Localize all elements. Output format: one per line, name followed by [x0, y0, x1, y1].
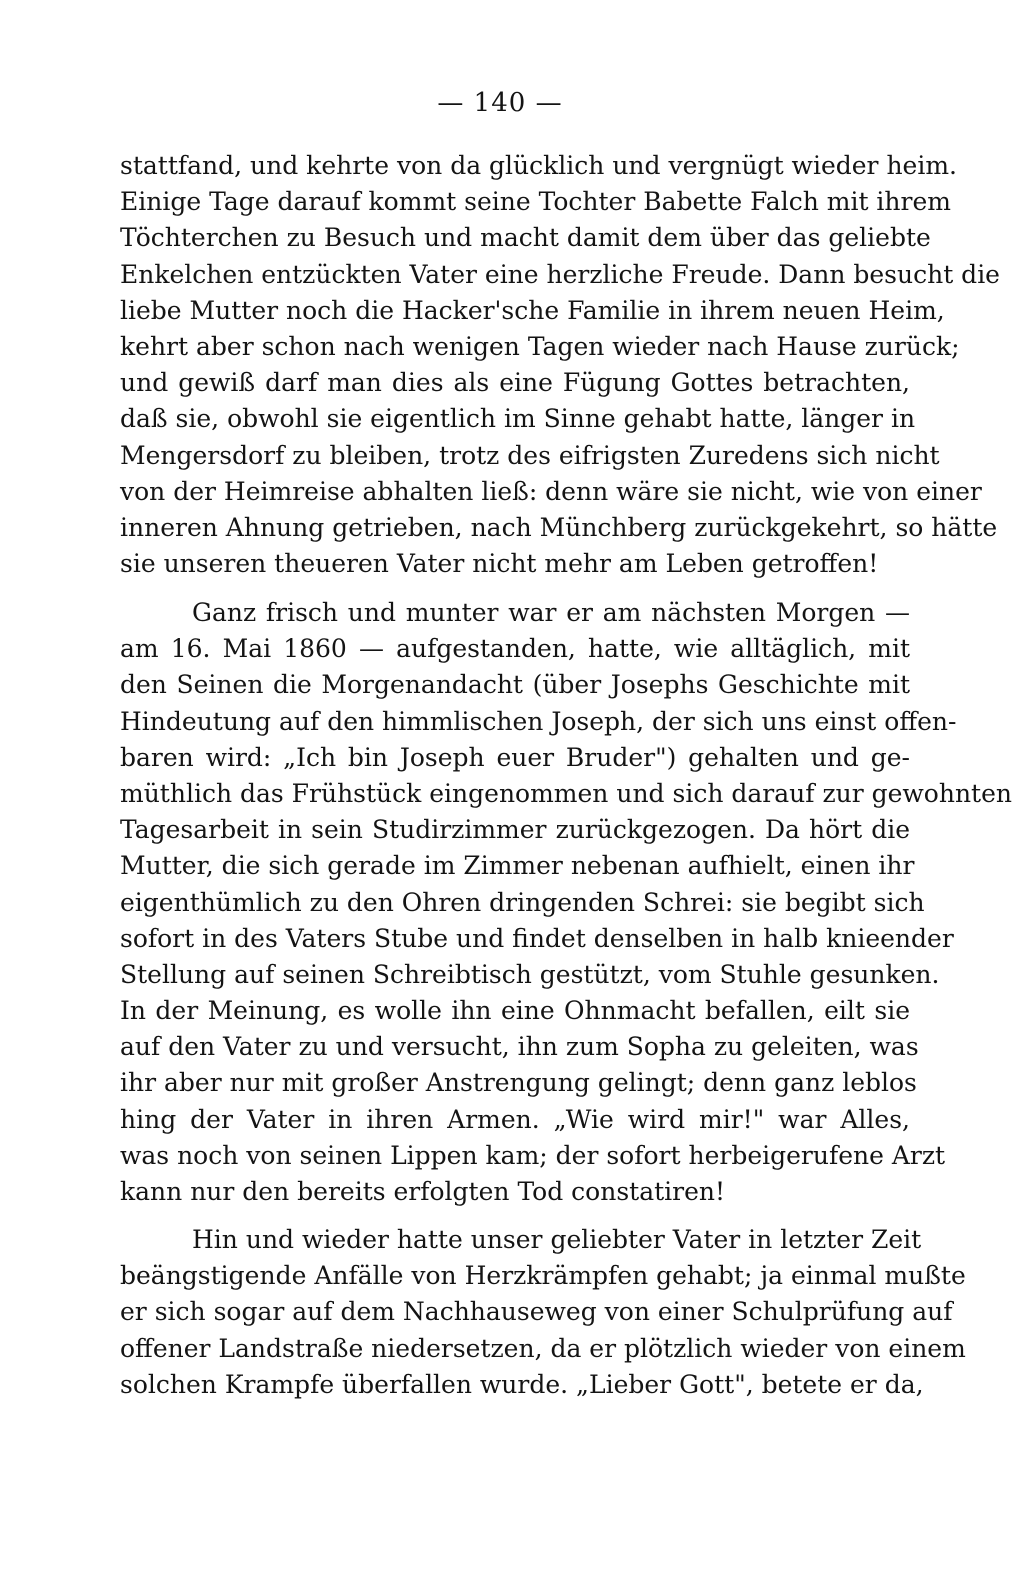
text-line: Stellung auf seinen Schreibtisch gestützt, vom Stuhle gesunken. [120, 959, 940, 989]
text-line: Mengersdorf zu bleiben, trotz des eifrigsten Zuredens sich nicht [120, 440, 940, 470]
text-line: beängstigende Anfälle von Herzkrämpfen gehabt; ja einmal mußte [120, 1261, 966, 1291]
paragraph-1 [120, 148, 1000, 582]
text-line: baren wird: „Ich bin Joseph euer Bruder") gehalten und ge- [120, 742, 910, 772]
text-line: inneren Ahnung getrieben, nach Münchberg zurückgekehrt, so hätte [120, 512, 998, 542]
text-line: sie unseren theueren Vater nicht mehr am Leben getroffen! [120, 549, 879, 579]
text-line: sofort in des Vaters Stube und findet denselben in halb knieender [120, 923, 954, 953]
text-line: kann nur den bereits erfolgten Tod constatiren! [120, 1177, 726, 1206]
text-line: In der Meinung, es wolle ihn eine Ohnmacht befallen, eilt sie [120, 996, 910, 1026]
text-line: auf den Vater zu und versucht, ihn zum Sopha zu geleiten, was [120, 1032, 919, 1062]
text-line: müthlich das Frühstück eingenommen und sich darauf zur gewohnten [120, 778, 1012, 808]
text-line: Ganz frisch und munter war er am nächsten Morgen — [192, 598, 910, 627]
text-line: Hin und wieder hatte unser geliebter Vater in letzter Zeit [192, 1225, 922, 1254]
text-line: eigenthümlich zu den Ohren dringenden Schrei: sie begibt sich [120, 887, 925, 917]
text-line: Einige Tage darauf kommt seine Tochter Babette Falch mit ihrem [120, 187, 951, 217]
text-line: er sich sogar auf dem Nachhauseweg von einer Schulprüfung auf [120, 1297, 953, 1327]
text-line: hing der Vater in ihren Armen. „Wie wird mir!" war Alles, [120, 1104, 910, 1134]
text-line: Tagesarbeit in sein Studirzimmer zurückgezogen. Da hört die [120, 815, 910, 845]
text-line: offener Landstraße niedersetzen, da er plötzlich wieder von einem [120, 1333, 966, 1363]
text-line: was noch von seinen Lippen kam; der sofort herbeigerufene Arzt [120, 1140, 946, 1170]
text-line: Enkelchen entzückten Vater eine herzliche Freude. Dann besucht die [120, 259, 1000, 289]
text-line: stattfand, und kehrte von da glücklich und vergnügt wieder heim. [120, 151, 957, 180]
text-line: am 16. Mai 1860 — aufgestanden, hatte, wie alltäglich, mit [120, 634, 910, 664]
text-line: ihr aber nur mit großer Anstrengung gelingt; denn ganz leblos [120, 1068, 917, 1098]
text-line: kehrt aber schon nach wenigen Tagen wieder nach Hause zurück; [120, 331, 960, 361]
paragraph-3 [120, 1222, 966, 1403]
text-line: solchen Krampfe überfallen wurde. „Lieber Gott", betete er da, [120, 1369, 924, 1399]
text-line: liebe Mutter noch die Hacker'sche Familie in ihrem neuen Heim, [120, 295, 945, 325]
page-number: — 140 — [437, 88, 563, 118]
paragraph-2 [120, 595, 1012, 1210]
text-line: den Seinen die Morgenandacht (über Josephs Geschichte mit [120, 670, 910, 700]
text-line: Mutter, die sich gerade im Zimmer nebenan aufhielt, einen ihr [120, 851, 915, 881]
text-line: von der Heimreise abhalten ließ: denn wäre sie nicht, wie von einer [120, 476, 982, 506]
text-line: Töchterchen zu Besuch und macht damit dem über das geliebte [120, 223, 931, 253]
text-line: Hindeutung auf den himmlischen Joseph, der sich uns einst offen- [120, 706, 957, 736]
text-line: daß sie, obwohl sie eigentlich im Sinne gehabt hatte, länger in [120, 404, 916, 434]
text-line: und gewiß darf man dies als eine Fügung Gottes betrachten, [120, 368, 910, 398]
